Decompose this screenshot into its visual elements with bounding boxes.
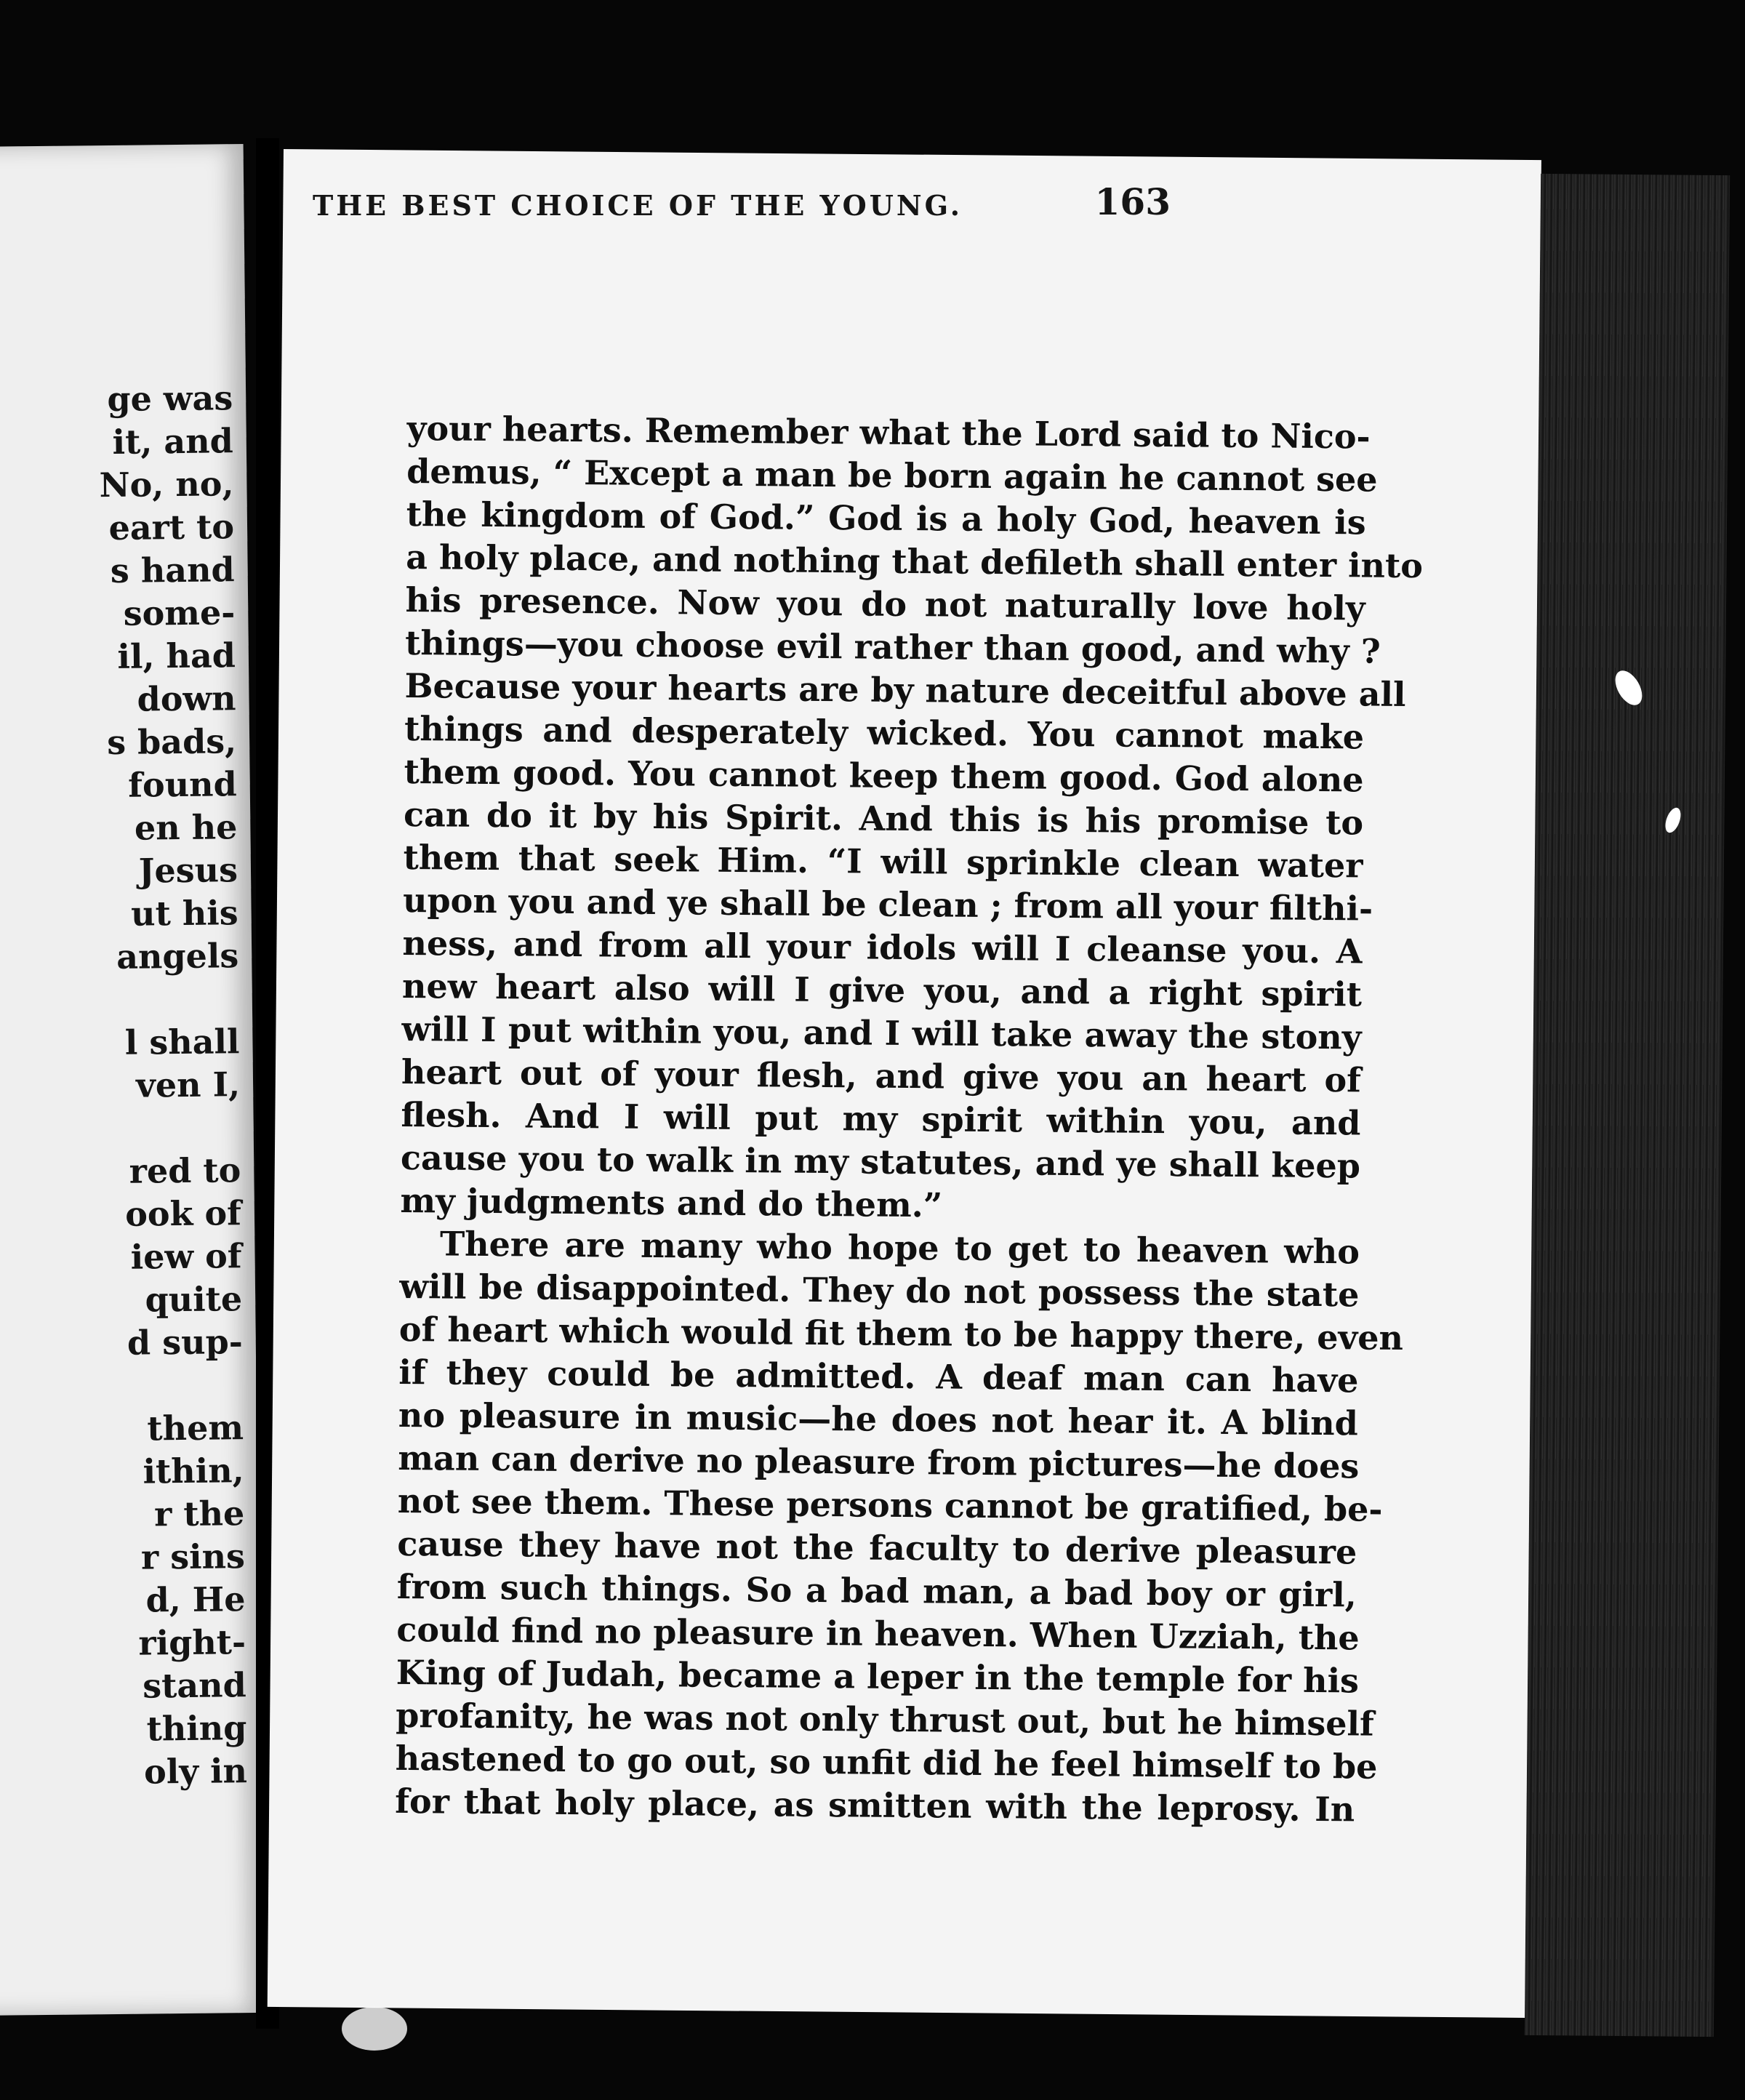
left-page-line: r the xyxy=(153,1494,245,1534)
left-page xyxy=(0,144,262,2016)
left-page-line: oly in xyxy=(143,1751,248,1792)
left-page-line: stand xyxy=(142,1665,247,1706)
left-page-line: en he xyxy=(134,807,238,848)
page-number: 163 xyxy=(1094,180,1171,223)
body-line: no pleasure in music—he does not hear it. A blind xyxy=(398,1395,1359,1443)
body-line: things—you choose evil rather than good, and why ? xyxy=(404,622,1381,671)
body-line: heart out of your flesh, and give you an heart of xyxy=(401,1051,1362,1100)
scan-speck xyxy=(342,2007,407,2051)
page-fore-edge xyxy=(1525,174,1730,2037)
body-line: a holy place, and nothing that defileth shall enter into xyxy=(405,537,1424,586)
body-line: for that holy place, as smitten with the leprosy. In xyxy=(395,1781,1355,1830)
running-title: THE BEST CHOICE OF THE YOUNG. xyxy=(313,189,963,222)
body-line: demus, “ Except a man be born again he cannot see xyxy=(406,451,1378,500)
body-line: profanity, he was not only thrust out, but he himself xyxy=(396,1695,1375,1744)
left-page-line: s hand xyxy=(110,550,235,590)
left-page-line: ven I, xyxy=(135,1065,241,1105)
body-line: will be disappointed. They do not possess the state xyxy=(399,1266,1360,1315)
body-line: from such things. So a bad man, a bad boy or girl, xyxy=(396,1566,1357,1615)
left-page-line: eart to xyxy=(108,507,235,548)
body-line: of heart which would fit them to be happy there, even xyxy=(398,1309,1404,1358)
body-line: new heart also will I give you, and a right spirit xyxy=(401,966,1363,1014)
left-page-line: them xyxy=(147,1408,244,1448)
body-line: King of Judah, became a leper in the temple for his xyxy=(396,1652,1360,1701)
page-body-text xyxy=(395,407,1424,1831)
left-page-line xyxy=(108,1363,244,1408)
left-page-text-fragments xyxy=(98,377,247,1794)
left-page-line: ut his xyxy=(130,893,238,934)
body-line: cause you to walk in my statutes, and ye shall keep xyxy=(400,1137,1361,1186)
left-page-line: d sup- xyxy=(127,1322,244,1363)
left-page-line: angels xyxy=(116,936,239,977)
body-line: can do it by his Spirit. And this is his promise to xyxy=(403,794,1364,843)
body-line: flesh. And I will put my spirit within you, and xyxy=(401,1094,1361,1143)
body-line: cause they have not the faculty to derive pleasure xyxy=(397,1523,1357,1572)
left-page-line: iew of xyxy=(130,1236,242,1277)
body-line: Because your hearts are by nature deceitful above all xyxy=(404,665,1406,714)
left-page-line: ook of xyxy=(124,1193,242,1234)
left-page-line: l shall xyxy=(124,1022,240,1062)
left-page-line: down xyxy=(137,678,236,719)
left-page-line: it, and xyxy=(112,421,234,462)
body-line: the kingdom of God.” God is a holy God, heaven is xyxy=(406,494,1366,542)
left-page-line: s bads, xyxy=(106,721,237,763)
left-page-line: thing xyxy=(146,1708,247,1749)
body-line: could find no pleasure in heaven. When Uzziah, the xyxy=(396,1609,1360,1658)
body-line: ness, and from all your idols will I cleanse you. A xyxy=(402,923,1363,971)
left-page-line: found xyxy=(127,764,238,805)
left-page-line: r sins xyxy=(140,1536,246,1577)
body-line: his presence. Now you do not naturally love holy xyxy=(405,580,1365,628)
left-page-line: ithin, xyxy=(143,1451,244,1491)
body-line: upon you and ye shall be clean ; from all your filthi- xyxy=(402,880,1373,929)
body-line: if they could be admitted. A deaf man can have xyxy=(398,1352,1359,1400)
left-page-line: il, had xyxy=(117,636,236,676)
left-page-line: ge was xyxy=(107,378,233,420)
left-page-line: d, He xyxy=(145,1579,246,1620)
left-page-line: red to xyxy=(129,1150,241,1191)
body-line: them that seek Him. “I will sprinkle clean water xyxy=(403,837,1363,886)
body-line: will I put within you, and I will take away the stony xyxy=(401,1009,1362,1057)
left-page-line: right- xyxy=(138,1622,246,1663)
body-line: things and desperately wicked. You cannot make xyxy=(404,708,1365,757)
left-page-line: some- xyxy=(123,593,236,633)
body-line: your hearts. Remember what the Lord said to Nico- xyxy=(406,408,1371,457)
body-line: There are many who hope to get to heaven who xyxy=(439,1224,1360,1272)
body-line: them good. You cannot keep them good. God alone xyxy=(404,751,1364,800)
body-line: hastened to go out, so unfit did he feel himself to be xyxy=(395,1738,1378,1787)
left-page-line: Jesus xyxy=(138,850,238,891)
left-page-line: No, no, xyxy=(99,464,234,505)
left-page-line xyxy=(105,1106,241,1150)
body-line: not see them. These persons cannot be gratified, be- xyxy=(397,1480,1383,1529)
body-line: my judgments and do them.” xyxy=(400,1180,943,1225)
body-line: man can derive no pleasure from pictures—he does xyxy=(398,1438,1360,1486)
left-page-line xyxy=(105,977,240,1022)
left-page-line: quite xyxy=(145,1279,243,1320)
